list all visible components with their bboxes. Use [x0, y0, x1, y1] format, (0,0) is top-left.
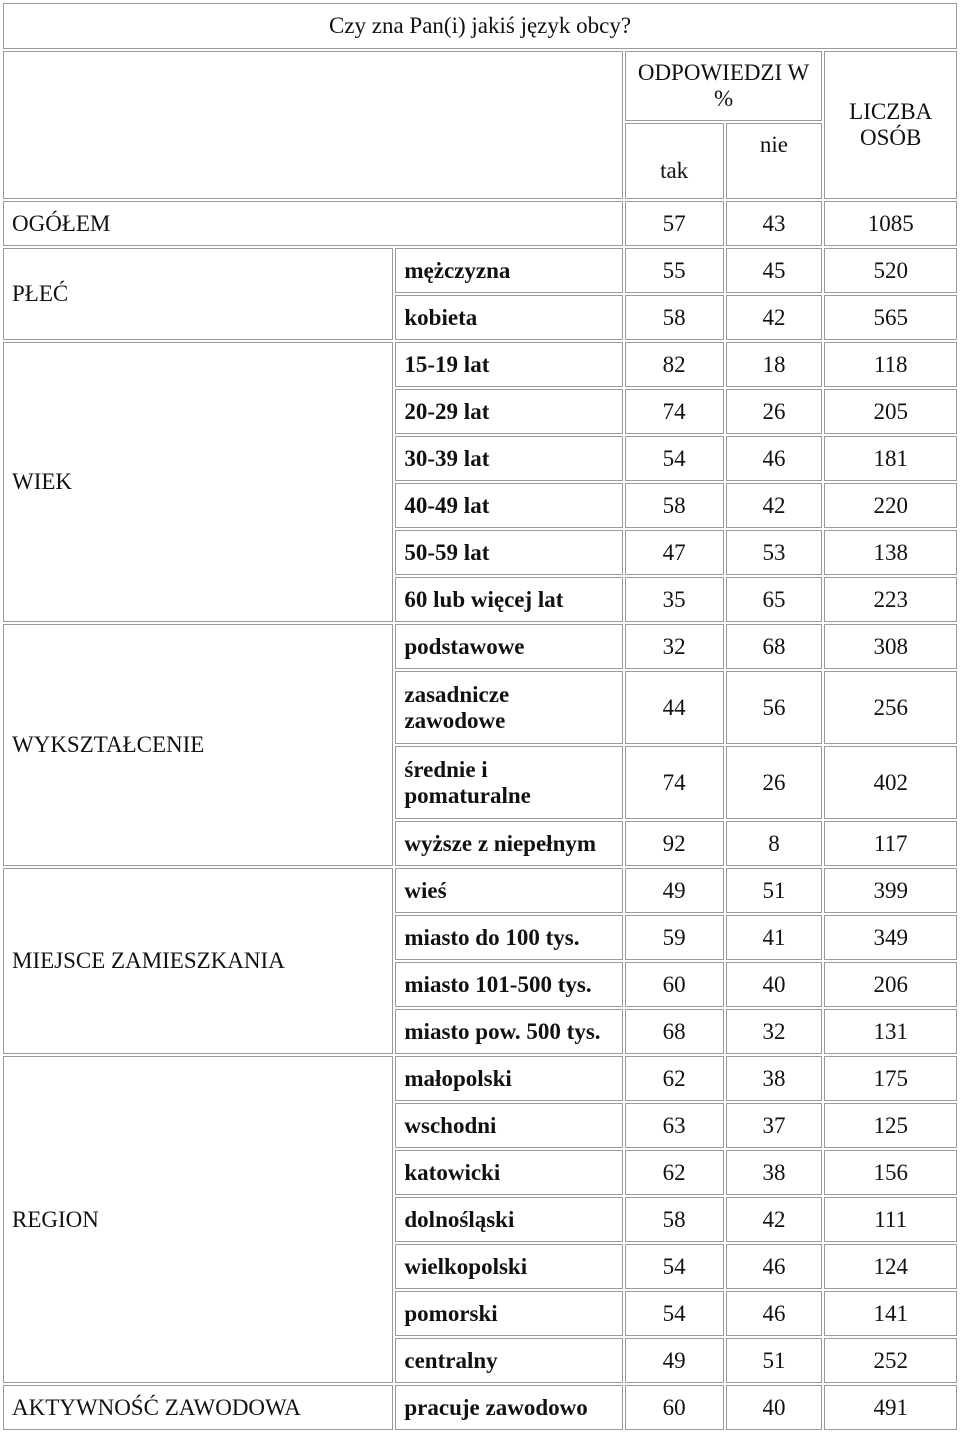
count-header-text: LICZBA OSÓB	[849, 99, 933, 150]
count-header	[824, 51, 957, 199]
value-count: 141	[824, 1291, 957, 1336]
group-label: PŁEĆ	[3, 248, 393, 340]
row-label: 20-29 lat	[395, 389, 622, 434]
value-count: 206	[824, 962, 957, 1007]
value-nie: 53	[726, 530, 823, 575]
value-tak: 49	[625, 868, 724, 913]
title-row	[3, 3, 957, 49]
value-tak: 68	[625, 1009, 724, 1054]
table-row	[3, 1385, 957, 1430]
table-body	[3, 3, 957, 1430]
responses-header-text: ODPOWIEDZI W %	[637, 60, 810, 111]
value-nie: 18	[726, 342, 823, 387]
row-label: 15-19 lat	[395, 342, 622, 387]
value-tak: 35	[625, 577, 724, 622]
row-label: małopolski	[395, 1056, 622, 1101]
value-count: 138	[824, 530, 957, 575]
value-tak: 32	[625, 624, 724, 669]
value-nie: 38	[726, 1150, 823, 1195]
total-nie: 43	[726, 201, 823, 246]
value-nie: 26	[726, 746, 823, 819]
table-row	[3, 624, 957, 669]
row-label: miasto 101-500 tys.	[395, 962, 622, 1007]
table-row	[3, 342, 957, 387]
value-tak: 54	[625, 1291, 724, 1336]
value-nie: 42	[726, 1197, 823, 1242]
value-tak: 62	[625, 1056, 724, 1101]
value-nie: 42	[726, 295, 823, 340]
value-count: 205	[824, 389, 957, 434]
value-count: 220	[824, 483, 957, 528]
row-label: mężczyzna	[395, 248, 622, 293]
value-tak: 60	[625, 1385, 724, 1430]
value-tak: 74	[625, 389, 724, 434]
group-label: AKTYWNOŚĆ ZAWODOWA	[3, 1385, 393, 1430]
value-count: 491	[824, 1385, 957, 1430]
row-label: wielkopolski	[395, 1244, 622, 1289]
row-label: pomorski	[395, 1291, 622, 1336]
value-count: 181	[824, 436, 957, 481]
row-label: miasto do 100 tys.	[395, 915, 622, 960]
value-nie: 40	[726, 962, 823, 1007]
value-nie: 68	[726, 624, 823, 669]
table-row	[3, 248, 957, 293]
value-nie: 42	[726, 483, 823, 528]
value-count: 125	[824, 1103, 957, 1148]
value-count: 223	[824, 577, 957, 622]
value-count: 565	[824, 295, 957, 340]
row-label: wyższe z niepełnym	[395, 821, 622, 866]
value-nie: 56	[726, 671, 823, 744]
value-tak: 54	[625, 436, 724, 481]
row-label: wieś	[395, 868, 622, 913]
value-nie: 8	[726, 821, 823, 866]
value-tak: 82	[625, 342, 724, 387]
value-count: 131	[824, 1009, 957, 1054]
value-count: 111	[824, 1197, 957, 1242]
row-label: centralny	[395, 1338, 622, 1383]
row-label: podstawowe	[395, 624, 622, 669]
value-tak: 92	[625, 821, 724, 866]
table-title: Czy zna Pan(i) jakiś język obcy?	[3, 3, 957, 49]
table-row	[3, 1056, 957, 1101]
row-label: pracuje zawodowo	[395, 1385, 622, 1430]
value-count: 256	[824, 671, 957, 744]
value-tak: 62	[625, 1150, 724, 1195]
value-count: 399	[824, 868, 957, 913]
value-count: 118	[824, 342, 957, 387]
value-nie: 37	[726, 1103, 823, 1148]
survey-table	[1, 1, 959, 1432]
row-label: 30-39 lat	[395, 436, 622, 481]
total-row	[3, 201, 957, 246]
total-tak: 57	[625, 201, 724, 246]
row-label: 60 lub więcej lat	[395, 577, 622, 622]
value-tak: 47	[625, 530, 724, 575]
group-label: REGION	[3, 1056, 393, 1383]
value-count: 156	[824, 1150, 957, 1195]
row-label: katowicki	[395, 1150, 622, 1195]
row-label: miasto pow. 500 tys.	[395, 1009, 622, 1054]
value-count: 308	[824, 624, 957, 669]
value-count: 402	[824, 746, 957, 819]
value-nie: 46	[726, 436, 823, 481]
group-label: MIEJSCE ZAMIESZKANIA	[3, 868, 393, 1054]
row-label: średnie i pomaturalne	[395, 746, 622, 819]
value-count: 124	[824, 1244, 957, 1289]
group-label: WYKSZTAŁCENIE	[3, 624, 393, 866]
row-label: 50-59 lat	[395, 530, 622, 575]
value-tak: 58	[625, 1197, 724, 1242]
value-nie: 46	[726, 1291, 823, 1336]
total-label: OGÓŁEM	[3, 201, 623, 246]
header-blank-cell	[3, 51, 623, 199]
value-tak: 49	[625, 1338, 724, 1383]
value-nie: 32	[726, 1009, 823, 1054]
value-nie: 26	[726, 389, 823, 434]
value-tak: 59	[625, 915, 724, 960]
value-nie: 51	[726, 1338, 823, 1383]
value-count: 520	[824, 248, 957, 293]
value-nie: 51	[726, 868, 823, 913]
value-tak: 63	[625, 1103, 724, 1148]
value-tak: 58	[625, 483, 724, 528]
value-nie: 41	[726, 915, 823, 960]
value-count: 175	[824, 1056, 957, 1101]
value-count: 349	[824, 915, 957, 960]
value-tak: 60	[625, 962, 724, 1007]
row-label: zasadnicze zawodowe	[395, 671, 622, 744]
responses-header	[625, 51, 823, 121]
value-nie: 46	[726, 1244, 823, 1289]
header-row-1	[3, 51, 957, 121]
value-nie: 40	[726, 1385, 823, 1430]
value-count: 252	[824, 1338, 957, 1383]
row-label: dolnośląski	[395, 1197, 622, 1242]
value-tak: 54	[625, 1244, 724, 1289]
value-tak: 58	[625, 295, 724, 340]
row-label: 40-49 lat	[395, 483, 622, 528]
table-row	[3, 868, 957, 913]
value-tak: 55	[625, 248, 724, 293]
value-nie: 65	[726, 577, 823, 622]
total-count: 1085	[824, 201, 957, 246]
no-header: nie	[726, 123, 823, 199]
value-nie: 45	[726, 248, 823, 293]
value-tak: 44	[625, 671, 724, 744]
group-label: WIEK	[3, 342, 393, 622]
value-tak: 74	[625, 746, 724, 819]
row-label: kobieta	[395, 295, 622, 340]
value-nie: 38	[726, 1056, 823, 1101]
yes-header: tak	[625, 123, 724, 199]
row-label: wschodni	[395, 1103, 622, 1148]
value-count: 117	[824, 821, 957, 866]
